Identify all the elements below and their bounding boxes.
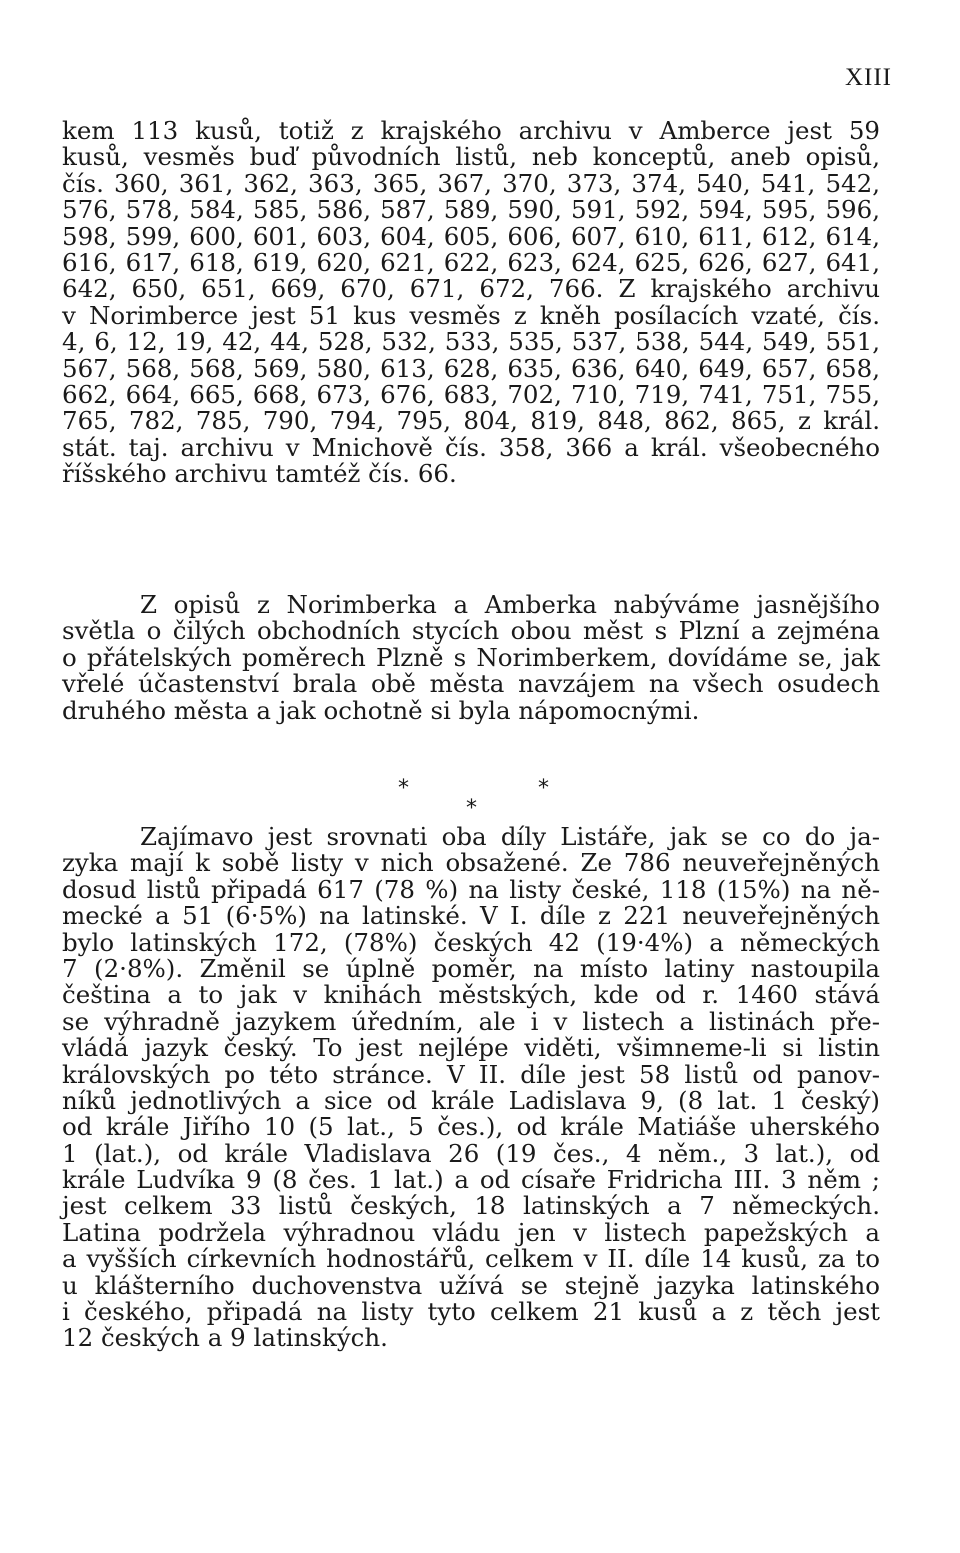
text-line: vládá jazyk český. To jest nejlépe viděti, všimneme-li si listin bbox=[62, 1033, 880, 1063]
text-line: kusů, vesměs buď původních listů, neb konceptů, aneb opisů, bbox=[62, 142, 880, 172]
text-line: Latina podržela výhradnou vládu jen v listech papežských a bbox=[62, 1217, 880, 1247]
section-separator bbox=[0, 776, 960, 821]
text-line: čeština a to jak v knihách městských, kde od r. 1460 stává bbox=[62, 980, 880, 1010]
text-line: vřelé účastenství brala obě města navzájem na všech osudech bbox=[62, 669, 880, 699]
text-line: říšského archivu tamtéž čís. 66. bbox=[62, 459, 457, 489]
text-line: krále Ludvíka 9 (8 čes. 1 lat.) a od císaře Fridricha III. 3 něm ; bbox=[62, 1165, 880, 1195]
text-line: královských po této stránce. V II. díle jest 58 listů od panov- bbox=[62, 1059, 880, 1089]
text-line: a vyšších církevních hodnostářů, celkem v II. díle 14 kusů, za to bbox=[62, 1244, 880, 1274]
text-line: světla o čilých obchodních stycích obou měst s Plzní a zejména bbox=[62, 616, 880, 646]
paragraph-sources bbox=[62, 118, 880, 487]
text-line: stát. taj. archivu v Mnichově čís. 358, 366 a král. všeobecného bbox=[62, 432, 880, 462]
text-line: 12 českých a 9 latinských. bbox=[62, 1323, 388, 1353]
text-line: zyka mají k sobě listy v nich obsažené. Ze 786 neuveřejněných bbox=[62, 848, 880, 878]
text-line: mecké a 51 (6·5%) na latinské. V I. díle z 221 neuveřejněných bbox=[62, 901, 880, 931]
text-line: bylo latinských 172, (78%) českých 42 (19·4%) a německých bbox=[62, 927, 880, 957]
text-line: 567, 568, 568, 569, 580, 613, 628, 635, 636, 640, 649, 657, 658, bbox=[62, 353, 880, 383]
separator-star: * bbox=[466, 796, 477, 821]
text-line: v Norimberce jest 51 kus vesměs z kněh posílacích vzaté, čís. bbox=[62, 300, 880, 330]
page-number: XIII bbox=[844, 64, 892, 91]
text-line: 598, 599, 600, 601, 603, 604, 605, 606, 607, 610, 611, 612, 614, bbox=[62, 221, 880, 251]
text-line: 7 (2·8%). Změnil se úplně poměr, na místo latiny nastoupila bbox=[62, 953, 880, 983]
text-line: kem 113 kusů, totiž z krajského archivu v Amberce jest 59 bbox=[62, 116, 880, 145]
paragraph-copies bbox=[62, 592, 880, 724]
text-line: u klášterního duchovenstva užívá se stejně jazyka latinského bbox=[62, 1270, 880, 1300]
text-line: jest celkem 33 listů českých, 18 latinských a 7 německých. bbox=[62, 1191, 880, 1221]
text-line: 662, 664, 665, 668, 673, 676, 683, 702, 710, 719, 741, 751, 755, bbox=[62, 379, 880, 409]
text-line: 4, 6, 12, 19, 42, 44, 528, 532, 533, 535, 537, 538, 544, 549, 551, bbox=[62, 327, 880, 357]
text-line: Zajímavo jest srovnati oba díly Listáře, jak se co do ja- bbox=[140, 822, 880, 851]
text-line: od krále Jiřího 10 (5 lat., 5 čes.), od krále Matiáše uherského bbox=[62, 1112, 880, 1142]
text-line: i českého, připadá na listy tyto celkem 21 kusů a z těch jest bbox=[62, 1297, 880, 1327]
text-line: čís. 360, 361, 362, 363, 365, 367, 370, 373, 374, 540, 541, 542, bbox=[62, 168, 880, 198]
text-line: níků jednotlivých a sice od krále Ladislava 9, (8 lat. 1 český) bbox=[62, 1085, 880, 1115]
paragraph-languages bbox=[62, 824, 880, 1352]
text-line: Z opisů z Norimberka a Amberka nabýváme jasnějšího bbox=[140, 590, 880, 619]
separator-star: * bbox=[538, 776, 549, 801]
text-line: 576, 578, 584, 585, 586, 587, 589, 590, 591, 592, 594, 595, 596, bbox=[62, 195, 880, 225]
text-line: 642, 650, 651, 669, 670, 671, 672, 766. Z krajského archivu bbox=[62, 274, 880, 304]
separator-star: * bbox=[398, 776, 409, 801]
text-line: druhého města a jak ochotně si byla nápomocnými. bbox=[62, 695, 700, 725]
text-line: 616, 617, 618, 619, 620, 621, 622, 623, 624, 625, 626, 627, 641, bbox=[62, 247, 880, 277]
text-line: 1 (lat.), od krále Vladislava 26 (19 čes., 4 něm., 3 lat.), od bbox=[62, 1138, 880, 1168]
text-line: o přátelských poměrech Plzně s Norimberkem, dovídáme se, jak bbox=[62, 642, 880, 672]
text-line: 765, 782, 785, 790, 794, 795, 804, 819, 848, 862, 865, z král. bbox=[62, 406, 880, 436]
text-line: se výhradně jazykem úředním, ale i v listech a listinách pře- bbox=[62, 1006, 880, 1036]
text-line: dosud listů připadá 617 (78 %) na listy české, 118 (15%) na ně- bbox=[62, 874, 880, 904]
